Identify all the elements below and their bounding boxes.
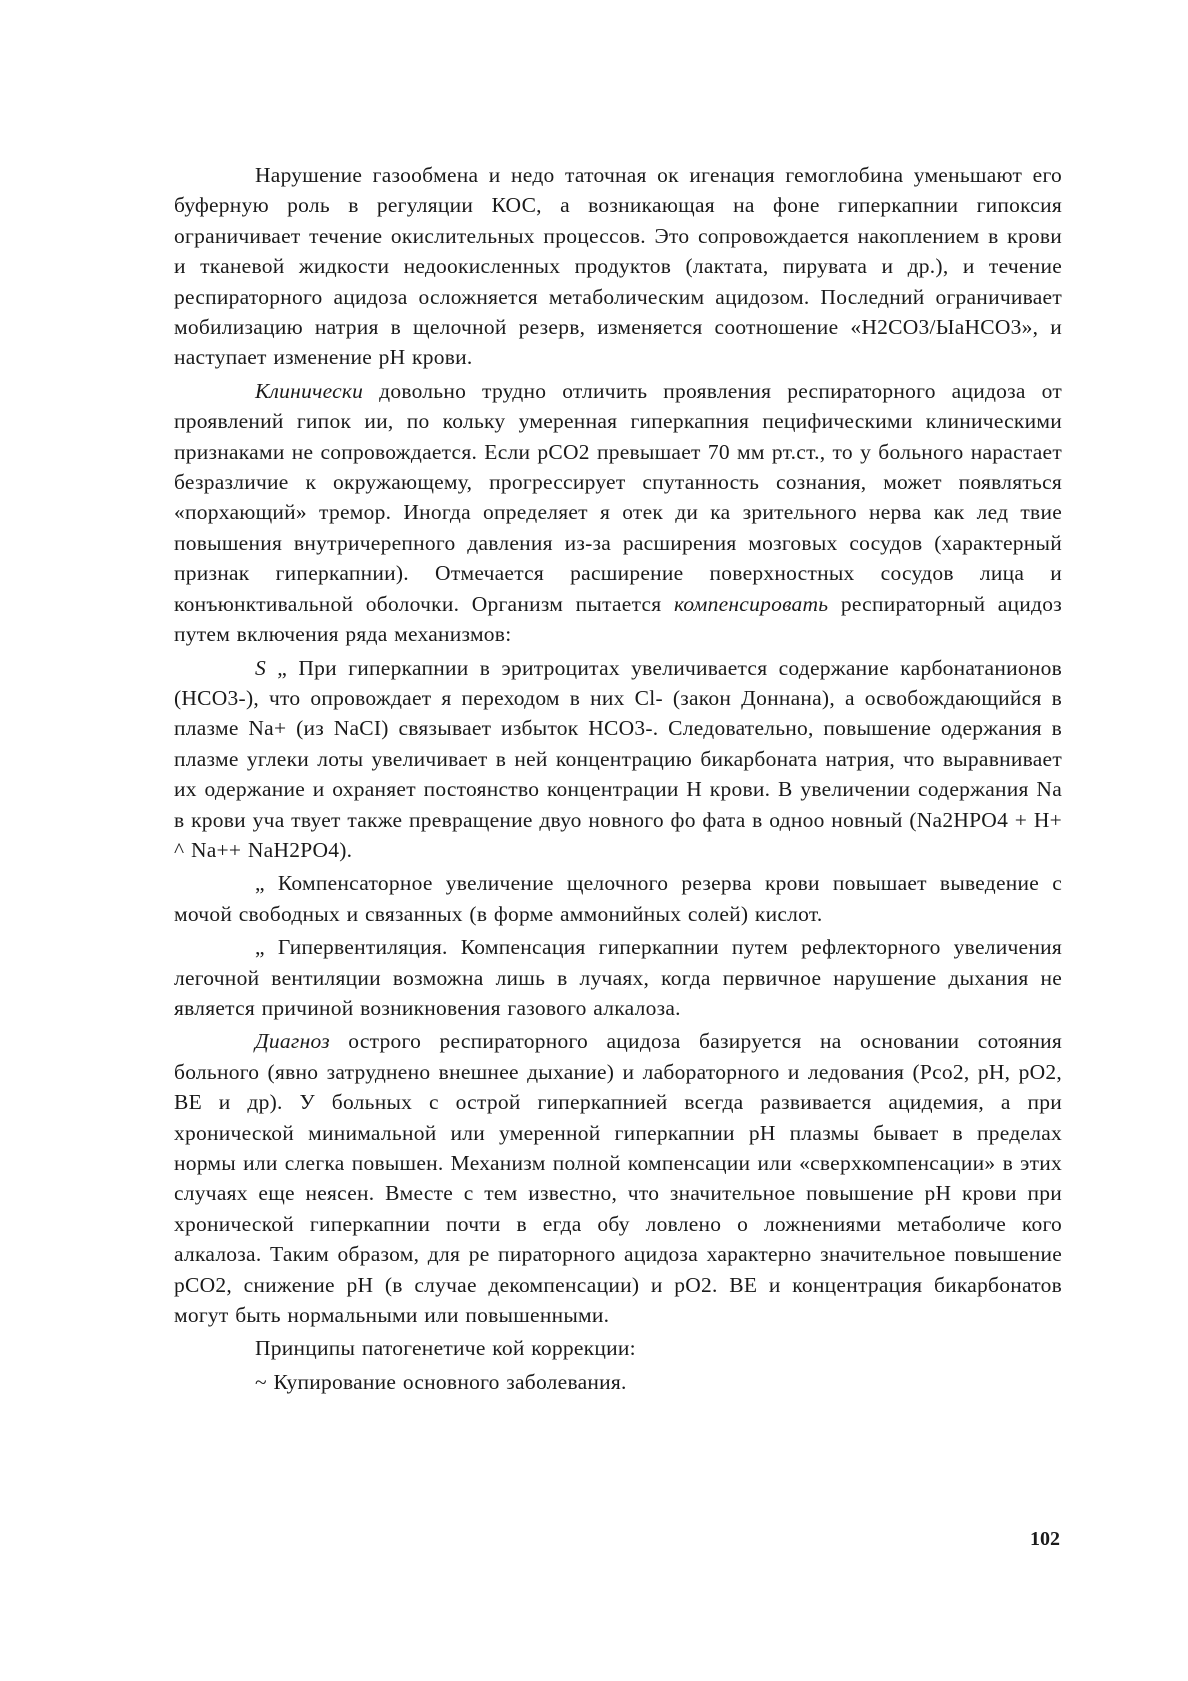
paragraph-diagnosis bbox=[174, 1026, 1062, 1330]
paragraph-mechanism-alkaline-reserve bbox=[174, 868, 1062, 929]
paragraph-text: ~ Купирование основного заболевания. bbox=[255, 1369, 627, 1394]
paragraph-mechanism-erythrocytes bbox=[174, 653, 1062, 866]
paragraph-emphasis: компенсировать bbox=[673, 591, 829, 616]
paragraph-tail: респираторный ацидоз путем включения ряда механизмов: bbox=[174, 591, 1062, 647]
paragraph-text: довольно трудно отличить проявления респираторного ацидоза от проявлений гипок ии, по кольку умеренная гиперкапния пецифическими клиническими признаками не сопровождается. Если рСО2 превышает 70 мм рт.ст., то у больного нарастает безразличие к окружающему, прогрессирует спутанность сознания, может появляться «порхающий» тремор. Иногда определяет я отек ди ка зрительного нерва как лед твие повышения внутричерепного давления из-за расширения мозговых сосудов (характерный признак гиперкапнии). Отмечается расширение поверхностных сосудов лица и конъюнктивальной оболочки. Организм пытается bbox=[174, 378, 1062, 616]
paragraph-text: „ При гиперкапнии в эритроцитах увеличивается содержание карбонатанионов (НСО3-), что опровождает я переходом в них Cl- (закон Доннана), а освобождающийся в плазме Na+ (из NaCI) связывает избыток НСО3-. Следовательно, повышение одержания в плазме углеки лоты увеличивает в ней концентрацию бикарбоната натрия, что выравнивает их одержание и охраняет постоянство концентрации Н крови. В увеличении содержания Na в крови уча твует также превращение двуо новного фо фата в одноо новный (Na2HPO4 + H+ ^ Na++ NaH2PO4). bbox=[174, 655, 1062, 862]
document-page bbox=[174, 160, 1062, 1400]
paragraph-clinical bbox=[174, 376, 1062, 650]
paragraph-text: острого респираторного ацидоза базируется на основании cотояния больного (явно затруднено внешнее дыхание) и лабораторного и ледования (Рсо2, рН, рО2, ВЕ и др). У больных с острой гиперкапнией всегда развивается ацидемия, а при хронической минимальной или умеренной гиперкапнии рН плазмы бывает в пределах нормы или слегка повышен. Механизм полной компенсации или «сверхкомпенсации» в этих случаях еще неясен. Вместе с тем известно, что значительное повышение рН крови при хронической гиперкапнии почти в егда обу ловлено о ложнениями метаболиче кого алкалоза. Таким образом, для ре пираторного ацидоза характерно значительное повышение рСО2, снижение рН (в случае декомпенсации) и рО2. ВЕ и концентрация бикарбонатов могут быть нормальными или повышенными. bbox=[174, 1029, 1062, 1328]
paragraph-correction-item bbox=[174, 1367, 1062, 1397]
paragraph-lead-symbol: S bbox=[255, 655, 266, 680]
paragraph-text: „ Компенсаторное увеличение щелочного резерва крови повышает выведение с мочой свободных и связанных (в форме аммонийных солей) кислот. bbox=[174, 871, 1062, 926]
paragraph-lead-term: Клинически bbox=[255, 378, 364, 403]
paragraph-correction-heading bbox=[174, 1333, 1062, 1363]
paragraph-text: Нарушение газообмена и недо таточная ок игенация гемоглобина уменьшают его буферную роль в регуляции КОС, а возникающая на фоне гиперкапнии гипоксия ограничивает течение окислительных процессов. Это сопровождается накоплением в крови и тканевой жидкости недоокисленных продуктов (лактата, пирувата и др.), и течение респираторного ацидоза осложняется метаболическим ацидозом. Последний ограничивает мобилизацию натрия в щелочной резерв, изменяется соотношение «Н2СО3/ЫаНСО3», и наступает изменение рН крови. bbox=[174, 163, 1062, 370]
paragraph-lead-term: Диагноз bbox=[255, 1029, 330, 1054]
paragraph-gas-exchange bbox=[174, 160, 1062, 373]
paragraph-text: „ Гипервентиляция. Компенсация гиперкапнии путем рефлекторного увеличения легочной вентиляции возможна лишь в лучаях, когда первичное нарушение дыхания не является причиной возникновения газового алкалоза. bbox=[174, 935, 1062, 1020]
paragraph-text: Принципы патогенетиче кой коррекции: bbox=[255, 1336, 636, 1361]
page-number: 102 bbox=[1030, 1528, 1060, 1550]
paragraph-mechanism-hyperventilation bbox=[174, 932, 1062, 1023]
